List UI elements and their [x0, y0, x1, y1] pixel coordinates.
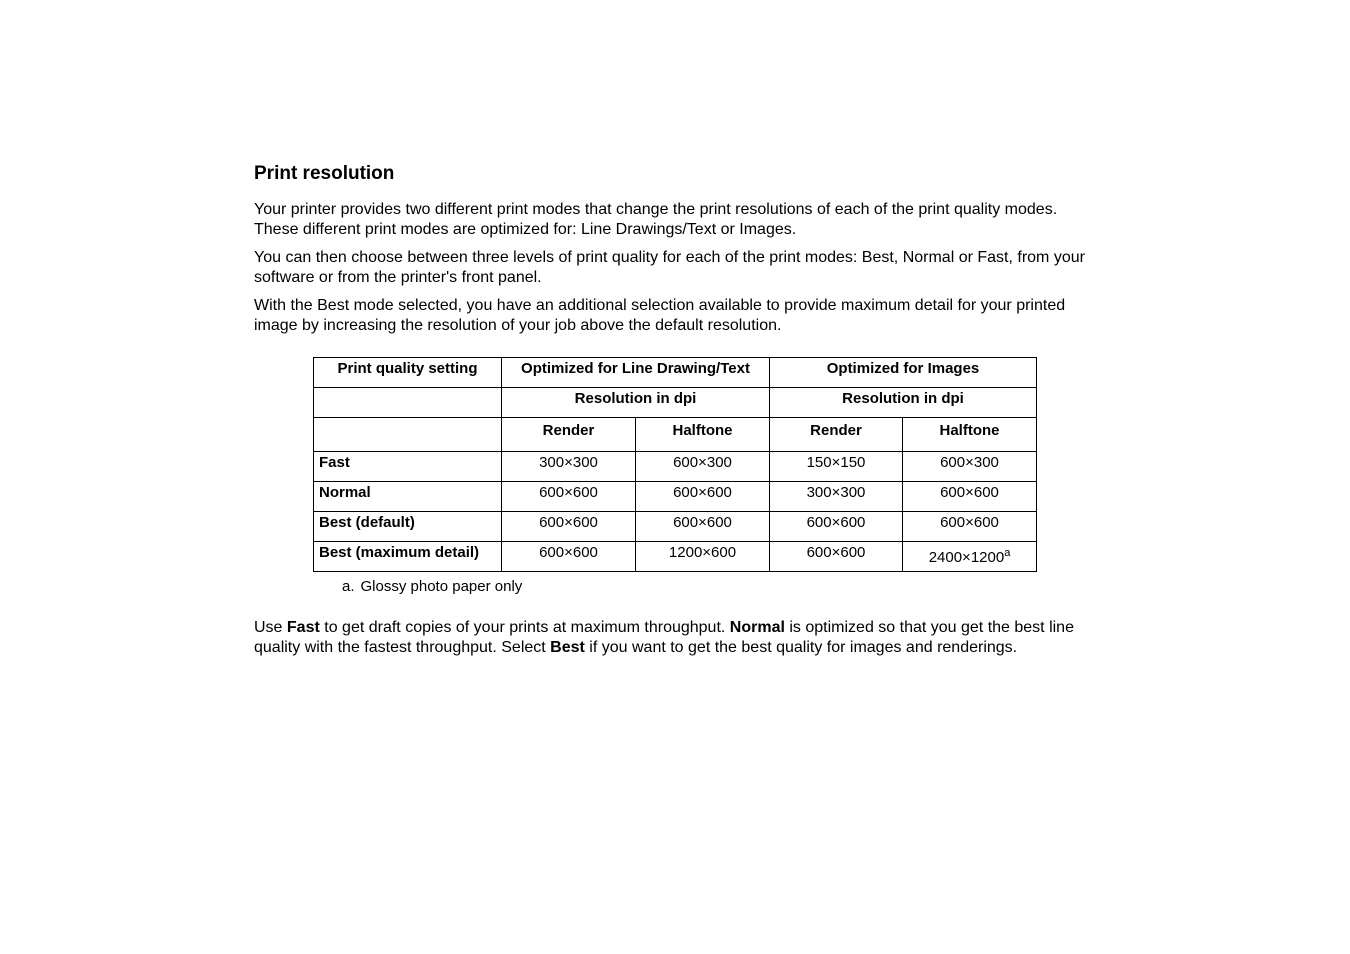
cell-images-render: 300×300 — [770, 482, 903, 512]
footnote-text: Glossy photo paper only — [360, 578, 523, 595]
header-empty-cell — [314, 418, 502, 452]
cell-value: 2400×1200 — [928, 549, 1005, 566]
closing-text-4: if you want to get the best quality for images and renderings. — [584, 639, 1018, 656]
closing-text-1: Use — [254, 619, 287, 636]
cell-images-render: 150×150 — [770, 452, 903, 482]
header-print-quality-setting: Print quality setting — [314, 358, 502, 388]
cell-images-render: 600×600 — [770, 542, 903, 572]
header-line-resolution: Resolution in dpi — [502, 388, 770, 418]
intro-paragraph-1: Your printer provides two different print modes that change the print resolutions of each of the print quality modes. These different print modes are optimized for: Line Drawings/Text or Images. — [254, 201, 1058, 238]
cell-images-halftone: 600×300 — [903, 452, 1037, 482]
table-row — [314, 512, 1037, 542]
cell-images-halftone: 600×600 — [903, 482, 1037, 512]
header-images-resolution: Resolution in dpi — [770, 388, 1037, 418]
row-label: Best (default) — [314, 512, 502, 542]
document-page — [254, 160, 1104, 666]
header-empty-cell — [314, 388, 502, 418]
closing-text-3: is optimized so that you get the best line quality with the fastest throughput. Select — [254, 619, 1074, 656]
cell-line-halftone: 1200×600 — [636, 542, 770, 572]
header-images-render: Render — [770, 418, 903, 452]
closing-paragraph — [254, 618, 1104, 658]
cell-images-render: 600×600 — [770, 512, 903, 542]
row-label: Best (maximum detail) — [314, 542, 502, 572]
cell-line-render: 600×600 — [502, 512, 636, 542]
table-header-row — [314, 418, 1037, 452]
row-label: Normal — [314, 482, 502, 512]
cell-line-render: 600×600 — [502, 482, 636, 512]
cell-line-render: 600×600 — [502, 542, 636, 572]
cell-line-halftone: 600×600 — [636, 482, 770, 512]
table-header-row — [314, 358, 1037, 388]
closing-bold-normal: Normal — [729, 619, 785, 636]
intro-paragraph-2: You can then choose between three levels of print quality for each of the print modes: Best, Normal or Fast, from your software or from the printer's front panel. — [254, 249, 1085, 286]
header-images-group: Optimized for Images — [770, 358, 1037, 388]
header-line-drawing-group: Optimized for Line Drawing/Text — [502, 358, 770, 388]
closing-bold-best: Best — [550, 639, 585, 656]
table-header-row — [314, 388, 1037, 418]
cell-images-halftone-with-note — [903, 542, 1037, 572]
resolution-table-wrapper — [313, 357, 1104, 572]
table-row — [314, 482, 1037, 512]
table-row — [314, 452, 1037, 482]
resolution-table — [313, 357, 1037, 572]
footnote-mark: a. — [342, 578, 355, 595]
intro-paragraph-3: With the Best mode selected, you have an additional selection available to provide maximum detail for your printed image by increasing the resolution of your job above the default resolution. — [254, 297, 1066, 334]
table-row — [314, 542, 1037, 572]
closing-bold-fast: Fast — [286, 619, 320, 636]
footnote-reference[interactable]: a — [1004, 547, 1011, 559]
header-line-render: Render — [502, 418, 636, 452]
cell-images-halftone: 600×600 — [903, 512, 1037, 542]
table-footnote — [342, 577, 1104, 597]
cell-line-render: 300×300 — [502, 452, 636, 482]
cell-line-halftone: 600×300 — [636, 452, 770, 482]
header-line-halftone: Halftone — [636, 418, 770, 452]
row-label: Fast — [314, 452, 502, 482]
header-images-halftone: Halftone — [903, 418, 1037, 452]
cell-line-halftone: 600×600 — [636, 512, 770, 542]
section-heading: Print resolution — [254, 163, 395, 184]
closing-text-2: to get draft copies of your prints at maximum throughput. — [319, 619, 730, 636]
